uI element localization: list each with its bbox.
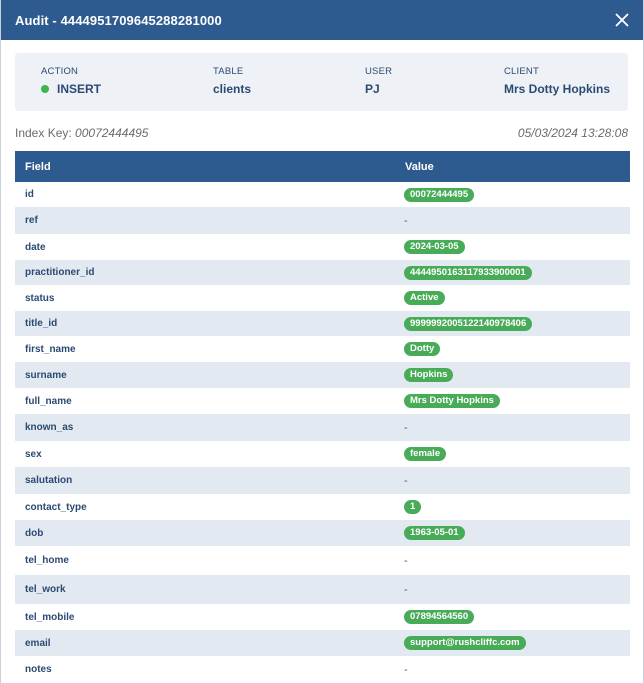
empty-value: - <box>404 421 408 434</box>
field-name: contact_type <box>25 501 87 513</box>
table-row <box>15 441 630 467</box>
field-value-cell <box>403 656 630 683</box>
audit-summary <box>15 53 628 111</box>
table-row <box>15 520 630 546</box>
value-badge: support@rushcliffc.com <box>404 636 526 650</box>
field-value-cell <box>403 604 630 630</box>
table-label: TABLE <box>213 66 244 77</box>
table-row <box>15 182 630 207</box>
table-value: clients <box>213 82 252 96</box>
field-name: tel_work <box>25 584 66 595</box>
table-row <box>15 575 630 604</box>
table-row <box>15 207 630 234</box>
field-value-cell <box>403 311 630 336</box>
field-name: tel_home <box>25 555 69 566</box>
table-row <box>15 604 630 630</box>
table-row <box>15 285 630 311</box>
field-value-cell <box>403 234 630 260</box>
modal-titlebar <box>1 0 643 40</box>
empty-value: - <box>404 663 408 676</box>
field-name: sex <box>25 448 42 460</box>
modal-title: Audit - 4444951709645288281000 <box>15 12 222 28</box>
table-row <box>15 260 630 285</box>
table-row <box>15 467 630 494</box>
index-key-label: Index Key: <box>15 126 72 140</box>
field-value-cell <box>403 362 630 388</box>
field-value-cell <box>403 285 630 311</box>
table-row <box>15 546 630 575</box>
table-row <box>15 414 630 441</box>
client-value: Mrs Dotty Hopkins <box>504 82 611 96</box>
client-label: CLIENT <box>504 66 539 77</box>
value-badge: 1963-05-01 <box>404 526 465 540</box>
value-badge: Hopkins <box>404 368 453 382</box>
status-dot-icon <box>41 85 49 93</box>
column-header-value[interactable]: Value <box>405 160 434 173</box>
empty-value: - <box>404 214 408 227</box>
table-row <box>15 336 630 362</box>
field-value-cell <box>403 630 630 656</box>
field-value-cell <box>403 207 630 234</box>
value-badge: 9999992005122140978406 <box>404 317 532 331</box>
summary-action <box>41 66 101 96</box>
audit-timestamp: 05/03/2024 13:28:08 <box>517 126 628 140</box>
value-badge: female <box>404 447 446 461</box>
field-value-cell <box>403 182 630 207</box>
value-badge: 4444950163117933900001 <box>404 266 532 280</box>
field-name: practitioner_id <box>25 267 95 278</box>
value-badge: Dotty <box>404 342 440 356</box>
value-badge: Mrs Dotty Hopkins <box>404 394 500 408</box>
table-row <box>15 630 630 656</box>
field-value-cell <box>403 520 630 546</box>
value-badge: Active <box>404 291 445 305</box>
table-row <box>15 362 630 388</box>
user-label: USER <box>365 66 393 77</box>
meta-row <box>15 123 628 143</box>
field-value-cell <box>403 546 630 575</box>
table-header-row <box>15 151 630 182</box>
field-name: dob <box>25 527 44 539</box>
field-name: first_name <box>25 343 76 355</box>
field-name: ref <box>25 215 38 226</box>
empty-value: - <box>404 583 408 596</box>
user-value: PJ <box>365 82 380 96</box>
summary-user <box>365 66 392 96</box>
table-row <box>15 311 630 336</box>
field-name: known_as <box>25 422 74 433</box>
field-value-cell <box>403 494 630 520</box>
summary-table <box>213 66 251 96</box>
field-name: date <box>25 241 46 253</box>
field-name: notes <box>25 664 52 675</box>
field-value-cell <box>403 575 630 604</box>
value-badge: 2024-03-05 <box>404 240 465 254</box>
action-value: INSERT <box>57 82 102 96</box>
audit-fields-table <box>15 151 630 683</box>
field-name: title_id <box>25 318 58 329</box>
empty-value: - <box>404 554 408 567</box>
index-key-value: 00072444495 <box>75 126 149 140</box>
field-value-cell <box>403 414 630 441</box>
value-badge: 07894564560 <box>404 610 474 624</box>
field-value-cell <box>403 388 630 414</box>
value-badge: 00072444495 <box>404 188 474 202</box>
field-name: status <box>25 292 55 304</box>
field-value-cell <box>403 336 630 362</box>
value-badge: 1 <box>404 500 421 514</box>
table-row <box>15 656 630 683</box>
field-name: tel_mobile <box>25 611 75 623</box>
field-value-cell <box>403 467 630 494</box>
field-name: salutation <box>25 475 73 486</box>
empty-value: - <box>404 474 408 487</box>
action-label: ACTION <box>41 66 79 77</box>
field-name: full_name <box>25 395 72 407</box>
field-name: email <box>25 637 51 649</box>
table-body <box>15 182 630 683</box>
field-value-cell <box>403 260 630 285</box>
field-value-cell <box>403 441 630 467</box>
field-name: surname <box>25 369 67 381</box>
column-header-field[interactable]: Field <box>25 160 51 173</box>
table-row <box>15 494 630 520</box>
table-row <box>15 388 630 414</box>
summary-client <box>504 66 610 96</box>
field-name: id <box>25 189 34 200</box>
close-icon[interactable] <box>615 13 631 29</box>
table-row <box>15 234 630 260</box>
index-key <box>15 126 148 140</box>
